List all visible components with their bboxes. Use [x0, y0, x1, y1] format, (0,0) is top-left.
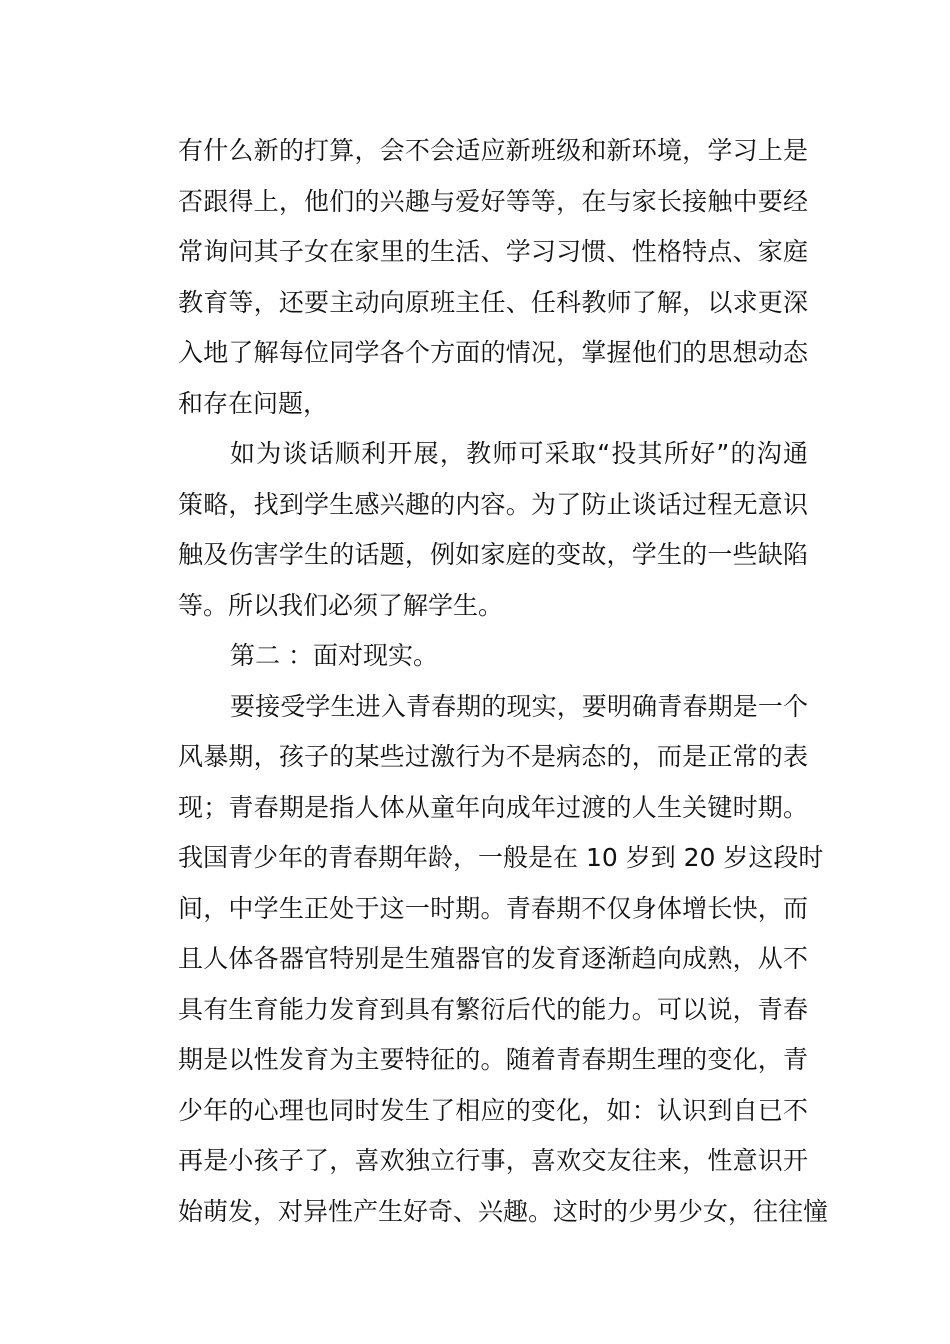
text-line-6: 和存在问题， [178, 388, 329, 418]
text-line-16: 间，中学生正处于这一时期。青春期不仅身体增长快，而 [178, 893, 808, 923]
text-line-20: 少年的心理也同时发生了相应的变化，如：认识到自已不 [178, 1095, 808, 1125]
text-line-2: 否跟得上，他们的兴趣与爱好等等，在与家长接触中要经 [178, 186, 808, 216]
text-line-14: 现；青春期是指人体从童年向成年过渡的人生关键时期。 [178, 792, 808, 822]
text-line-1: 有什么新的打算，会不会适应新班级和新环境，学习上是 [178, 136, 808, 165]
text-line-12: 要接受学生进入青春期的现实，要明确青春期是一个 [230, 691, 808, 721]
text-line-22: 始萌发，对异性产生好奇、兴趣。这时的少男少女，往往憧 [178, 1196, 829, 1226]
body-text [178, 126, 829, 1237]
text-line-3: 常询问其子女在家里的生活、学习习惯、性格特点、家庭 [178, 237, 808, 266]
text-line-7: 如为谈话顺利开展，教师可采取“投其所好”的沟通 [230, 439, 808, 468]
text-line-18: 具有生育能力发育到具有繁衍后代的能力。可以说，青春 [178, 994, 808, 1024]
text-line-9: 触及伤害学生的话题，例如家庭的变故，学生的一些缺陷 [178, 540, 808, 569]
section-heading: 第二 ：面对现实。 [230, 641, 438, 670]
text-line-13: 风暴期，孩子的某些过激行为不是病态的，而是正常的表 [178, 742, 808, 771]
text-line-4: 教育等，还要主动向原班主任、任科教师了解，以求更深 [178, 287, 808, 317]
text-line-8: 策略，找到学生感兴趣的内容。为了防止谈话过程无意识 [178, 489, 808, 519]
text-line-5: 入地了解每位同学各个方面的情况，掌握他们的思想动态 [178, 338, 808, 367]
text-line-19: 期是以性发育为主要特征的。随着青春期生理的变化，青 [178, 1045, 808, 1074]
text-line-21: 再是小孩子了，喜欢独立行事，喜欢交友往来，性意识开 [178, 1146, 808, 1175]
text-line-10: 等。所以我们必须了解学生。 [178, 590, 504, 620]
text-line-17: 且人体各器官特别是生殖器官的发育逐渐趋向成熟，从不 [178, 944, 808, 973]
text-line-15: 我国青少年的青春期年龄，一般是在 10 岁到 20 岁这段时 [178, 843, 824, 872]
